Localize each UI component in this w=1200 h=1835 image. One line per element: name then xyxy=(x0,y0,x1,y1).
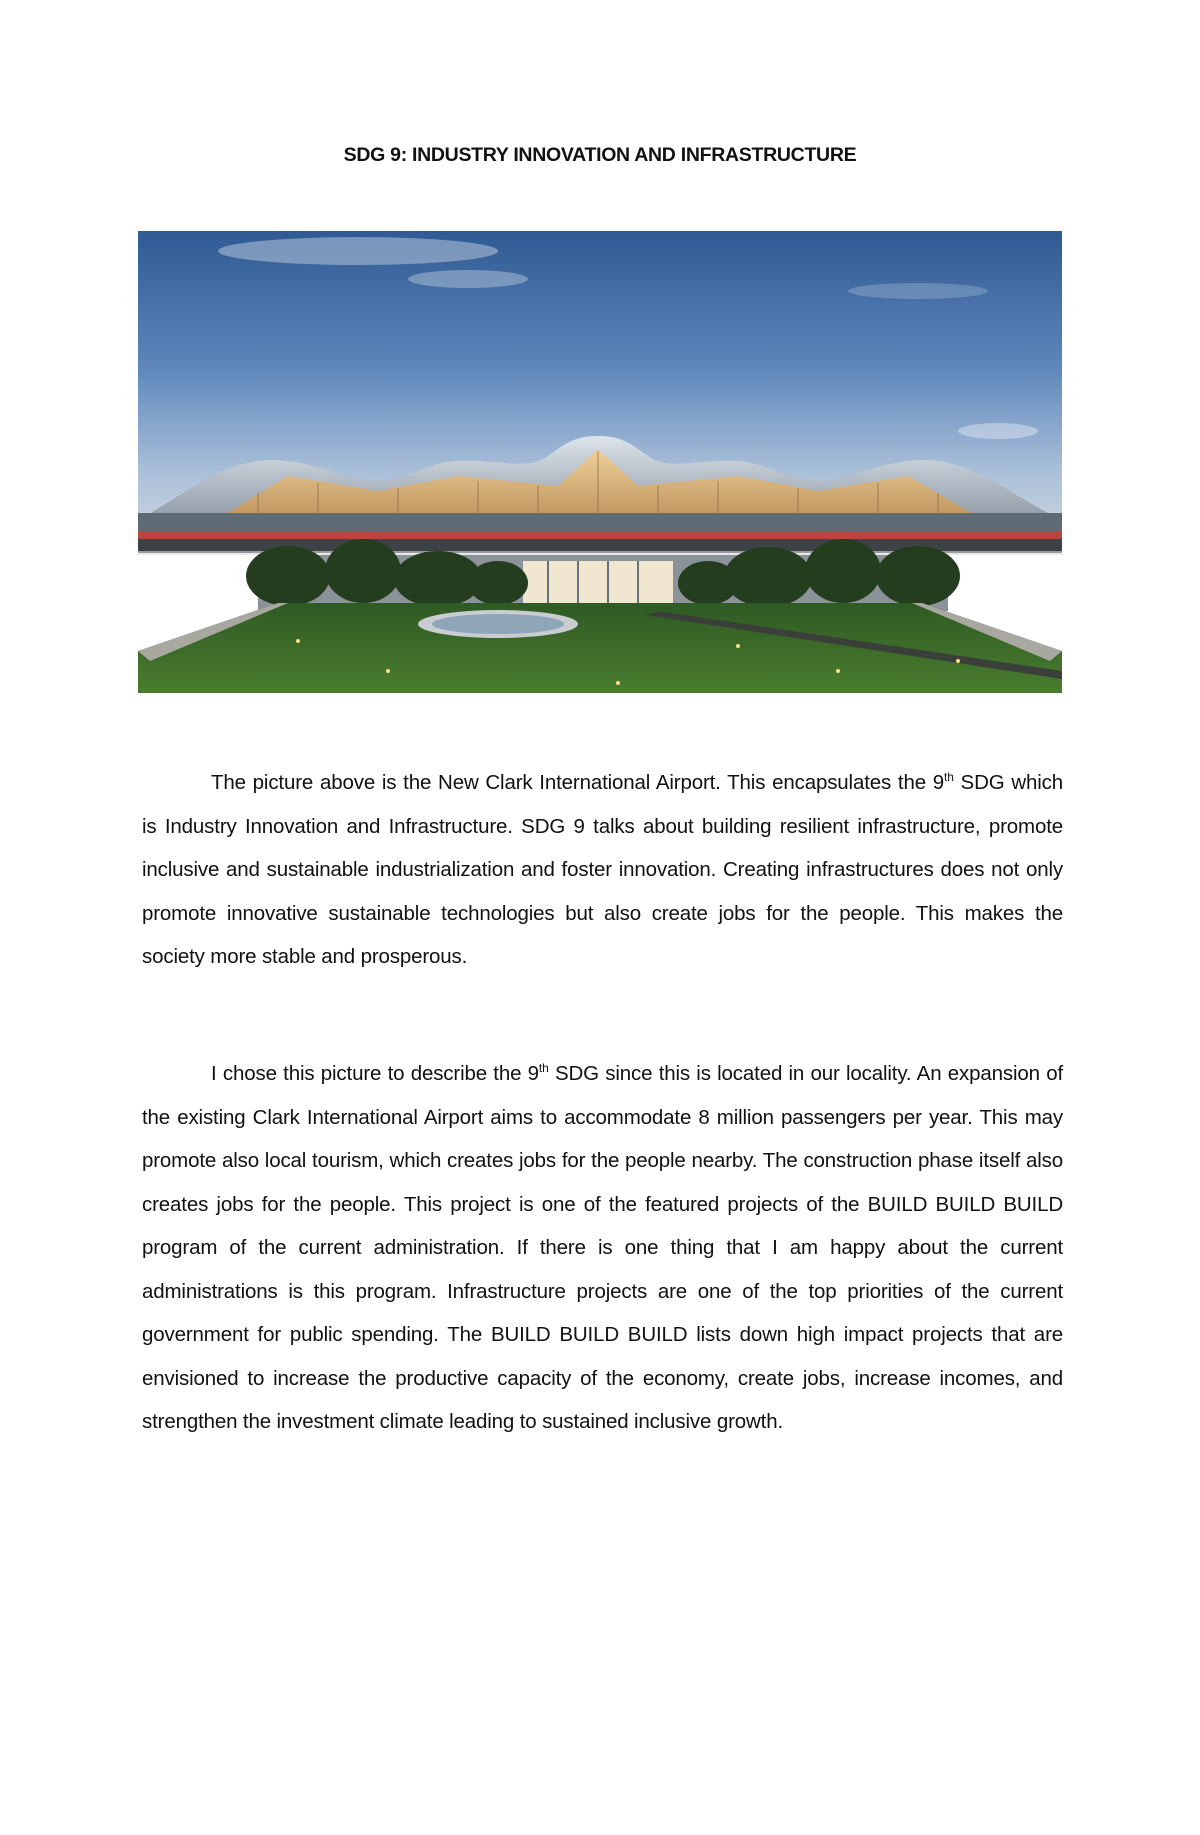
paragraph-2 xyxy=(142,1052,1063,1444)
airport-photo xyxy=(138,231,1062,693)
paragraph-2-text-a: I chose this picture to describe the 9 xyxy=(211,1062,539,1085)
paragraph-1-superscript: th xyxy=(944,770,954,784)
document-title: SDG 9: INDUSTRY INNOVATION AND INFRASTRUCTURE xyxy=(343,144,857,166)
paragraph-2-text-b: SDG since this is located in our locality. An expansion of the existing Clark International Airport aims to accommodate 8 million passengers per year. This may promote also local tourism, which creates jobs for the people nearby. The construction phase itself also creates jobs for the people. This project is one of the featured projects of the BUILD BUILD BUILD program of the current administration. If there is one thing that I am happy about the current administrations is this program. Infrastructure projects are one of the top priorities of the current government for public spending. The BUILD BUILD BUILD lists down high impact projects that are envisioned to increase the productive capacity of the economy, create jobs, increase incomes, and strengthen the investment climate leading to sustained inclusive growth. xyxy=(142,1062,1063,1433)
paragraph-1 xyxy=(142,761,1063,979)
paragraph-2-superscript: th xyxy=(538,1061,549,1075)
paragraph-1-text-a: The picture above is the New Clark International Airport. This encapsulates the 9 xyxy=(211,771,945,794)
paragraph-1-text-b: SDG which is Industry Innovation and Infrastructure. SDG 9 talks about building resilient infrastructure, promote inclusive and sustainable industrialization and foster innovation. Creating infrastructures does not only promote innovative sustainable technologies but also create jobs for the people. This makes the society more stable and prosperous. xyxy=(142,771,1063,968)
